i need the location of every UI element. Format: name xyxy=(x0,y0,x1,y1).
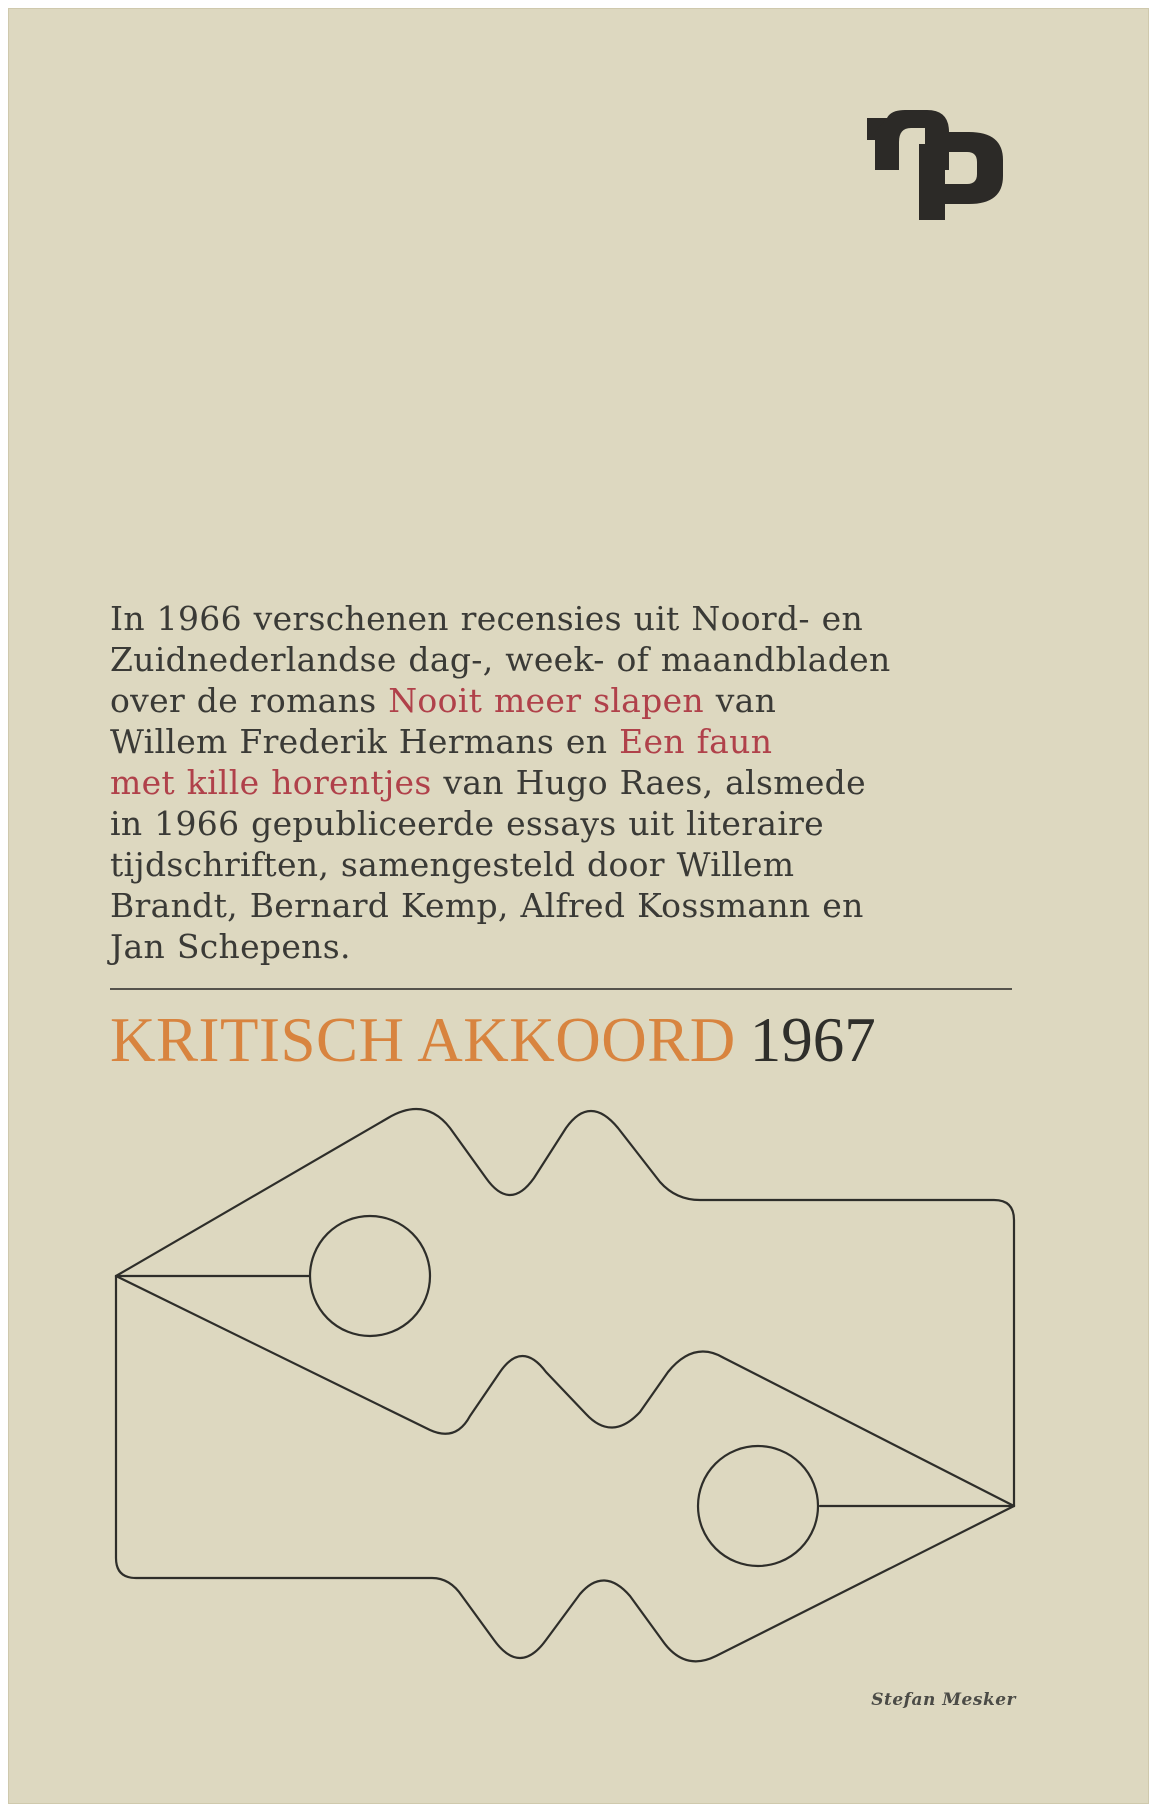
title-main: KRITISCH AKKOORD xyxy=(110,1005,736,1075)
middle-outline xyxy=(116,1276,1014,1506)
blurb-text: Zuidnederlandse dag-, week- of maandbladen xyxy=(110,640,891,679)
blurb-text: In 1966 verschenen recensies uit Noord- en xyxy=(110,599,864,638)
designer-credit: Stefan Mesker xyxy=(871,1690,1016,1710)
blurb-text: over de romans xyxy=(110,681,389,720)
title-year: 1967 xyxy=(749,1005,876,1075)
blurb-text: Brandt, Bernard Kemp, Alfred Kossmann en xyxy=(110,886,864,925)
upper-outline xyxy=(116,1109,1014,1506)
blurb-text: in 1966 gepubliceerde essays uit literaire xyxy=(110,804,824,843)
book-title-highlight: Nooit meer slapen xyxy=(388,681,704,720)
book-title-highlight: Een faun xyxy=(619,722,773,761)
upper-circle xyxy=(310,1216,430,1336)
blurb-text: Willem Frederik Hermans en xyxy=(110,722,620,761)
blurb-text: van xyxy=(703,681,777,720)
blurb-text: Jan Schepens. xyxy=(110,927,351,966)
blurb-text: van Hugo Raes, alsmede xyxy=(431,763,866,802)
lower-outline xyxy=(116,1276,1014,1661)
book-title-highlight: met kille horentjes xyxy=(110,763,432,802)
lower-circle xyxy=(698,1446,818,1566)
blurb-text: tijdschriften, samengesteld door Willem xyxy=(110,845,795,884)
